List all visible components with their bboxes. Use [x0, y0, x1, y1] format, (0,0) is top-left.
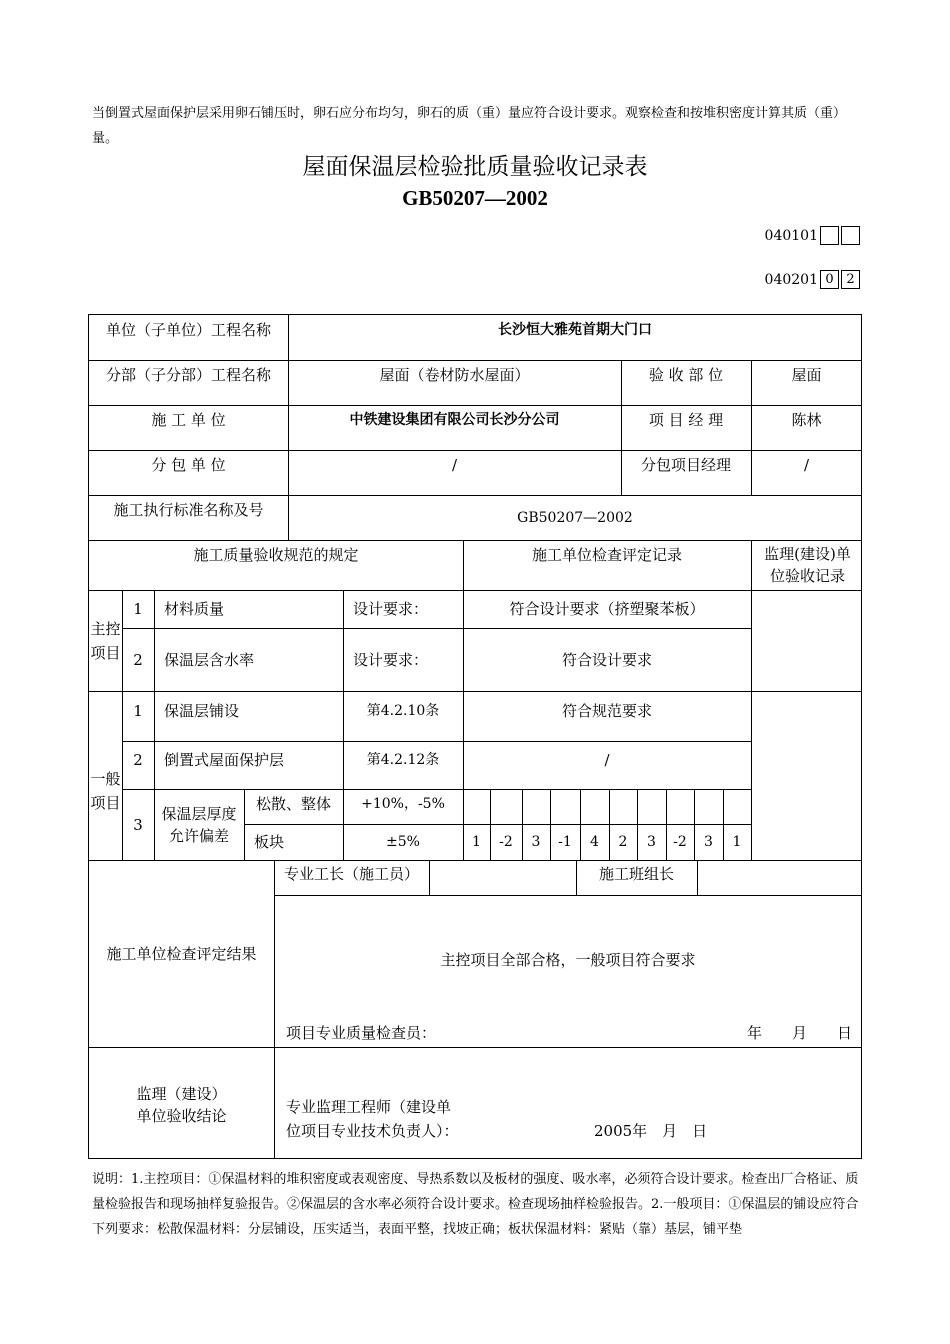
- item-number: 2: [133, 650, 143, 669]
- item-name: 倒置式屋面保护层: [164, 751, 285, 769]
- supervisor-engineer-label-continued: 位项目专业技术负责人）：: [286, 1122, 459, 1140]
- top-note: 当倒置式屋面保护层采用卵石铺压时，卵石应分布均匀，卵石的质（重）量应符合设计要求。观察检查和按堆积密度计算其质（重）量。: [92, 106, 847, 146]
- code-box: [841, 226, 860, 245]
- item-number: 2: [133, 751, 143, 769]
- tolerance-value: ±5%: [386, 834, 420, 850]
- measurement-value: 3: [647, 834, 656, 850]
- subcontractor-label: 分 包 单 位: [151, 456, 226, 474]
- code-box: 0: [820, 270, 839, 289]
- inspection-date: 年 月 日: [746, 1024, 852, 1042]
- item-result: 符合设计要求（挤塑聚苯板）: [509, 600, 705, 618]
- standard-label: 施工执行标准名称及号: [113, 501, 264, 519]
- main-items-group: 主控项目: [90, 619, 121, 662]
- sub-pm-label: 分包项目经理: [640, 456, 731, 474]
- item-requirement: 第4.2.12条: [366, 752, 440, 768]
- item-name: 保温层厚度允许偏差: [161, 804, 237, 845]
- measurement-value: 3: [531, 834, 541, 850]
- item-name: 保温层含水率: [164, 650, 255, 669]
- sub-project-value: 屋面（卷材防水屋面）: [379, 366, 530, 384]
- contractor-conclusion: 主控项目全部合格，一般项目符合要求: [440, 951, 696, 969]
- contractor-result-label: 施工单位检查评定结果: [106, 944, 257, 963]
- form-code-prefix: 040201: [764, 271, 818, 288]
- measurement-value: 2: [618, 834, 628, 850]
- contractor-value: 中铁建设集团有限公司长沙分公司: [349, 412, 560, 428]
- code-box: 2: [841, 270, 860, 289]
- tolerance-value: +10%，-5%: [361, 796, 445, 812]
- supervisor-date: 2005年 月 日: [594, 1122, 708, 1140]
- measurement-value: 3: [704, 834, 713, 850]
- sub-project-label: 分部（子分部）工程名称: [105, 366, 271, 384]
- sub-item-label: 板块: [254, 833, 285, 851]
- measurement-value: -2: [499, 834, 513, 850]
- item-result: 符合规范要求: [561, 702, 652, 720]
- project-manager-label: 项 目 经 理: [648, 411, 724, 429]
- record-column-header: 施工单位检查评定记录: [531, 546, 682, 564]
- standard-value: GB50207—2002: [517, 510, 633, 526]
- contractor-label: 施 工 单 位: [151, 411, 226, 429]
- supervisor-result-label: 监理（建设）单位验收结论: [136, 1085, 227, 1125]
- measurement-value: 1: [732, 834, 742, 850]
- measurement-value: 1: [472, 834, 481, 850]
- item-number: 1: [133, 600, 143, 618]
- inspection-table: [88, 314, 862, 1159]
- item-result: /: [604, 751, 610, 769]
- form-code-1: [765, 226, 860, 245]
- project-manager-value: 陈林: [791, 411, 822, 429]
- explanation-note: 说明：1.主控项目：①保温材料的堆积密度或表观密度、导热系数以及板材的强度、吸水率，必须符合设计要求。检查出厂合格证、质量检验报告和现场抽样复验报告。②保温层的含水率必须符合设计要求。检查现场抽样检验报告。2.一般项目：①保温层的铺设应符合下列要求：松散保温材料：分层铺设，压实适当，表面平整，找坡正确；板状保温材料：紧贴（靠）基层，铺平垫: [92, 1172, 859, 1237]
- team-leader-label: 施工班组长: [598, 865, 674, 883]
- item-requirement: 设计要求：: [353, 600, 429, 618]
- accept-part-value: 屋面: [791, 366, 822, 384]
- foreman-label: 专业工长（施工员）: [283, 865, 419, 883]
- form-title: 屋面保温层检验批质量验收记录表: [302, 154, 648, 180]
- accept-part-label: 验 收 部 位: [648, 366, 724, 384]
- general-items-group: 一般项目: [90, 769, 121, 812]
- supervisor-engineer-label: 专业监理工程师（建设单: [286, 1098, 452, 1116]
- sub-item-label: 松散、整体: [255, 795, 331, 813]
- code-box: [820, 226, 839, 245]
- item-requirement: 第4.2.10条: [366, 703, 440, 719]
- item-requirement: 设计要求：: [353, 650, 429, 669]
- item-result: 符合设计要求: [561, 650, 652, 669]
- form-code-prefix: 040101: [764, 227, 818, 244]
- measurement-value: -1: [558, 834, 572, 850]
- item-number: 1: [133, 702, 143, 720]
- unit-name-label: 单位（子单位）工程名称: [105, 321, 271, 339]
- measurement-value: 4: [590, 834, 599, 850]
- standard-code: GB50207—2002: [402, 186, 548, 210]
- supervisor-column-header: 监理(建设)单位验收记录: [764, 545, 851, 585]
- sub-pm-value: /: [803, 456, 810, 474]
- form-code-2: [765, 270, 860, 289]
- measurement-value: -2: [673, 834, 687, 850]
- quality-inspector-label: 项目专业质量检查员：: [286, 1024, 437, 1042]
- spec-column-header: 施工质量验收规范的规定: [193, 546, 359, 564]
- item-name: 保温层铺设: [164, 702, 240, 720]
- unit-name-value: 长沙恒大雅苑首期大门口: [498, 322, 652, 338]
- subcontractor-value: /: [451, 456, 458, 474]
- item-name: 材料质量: [164, 600, 225, 618]
- item-number: 3: [133, 815, 143, 834]
